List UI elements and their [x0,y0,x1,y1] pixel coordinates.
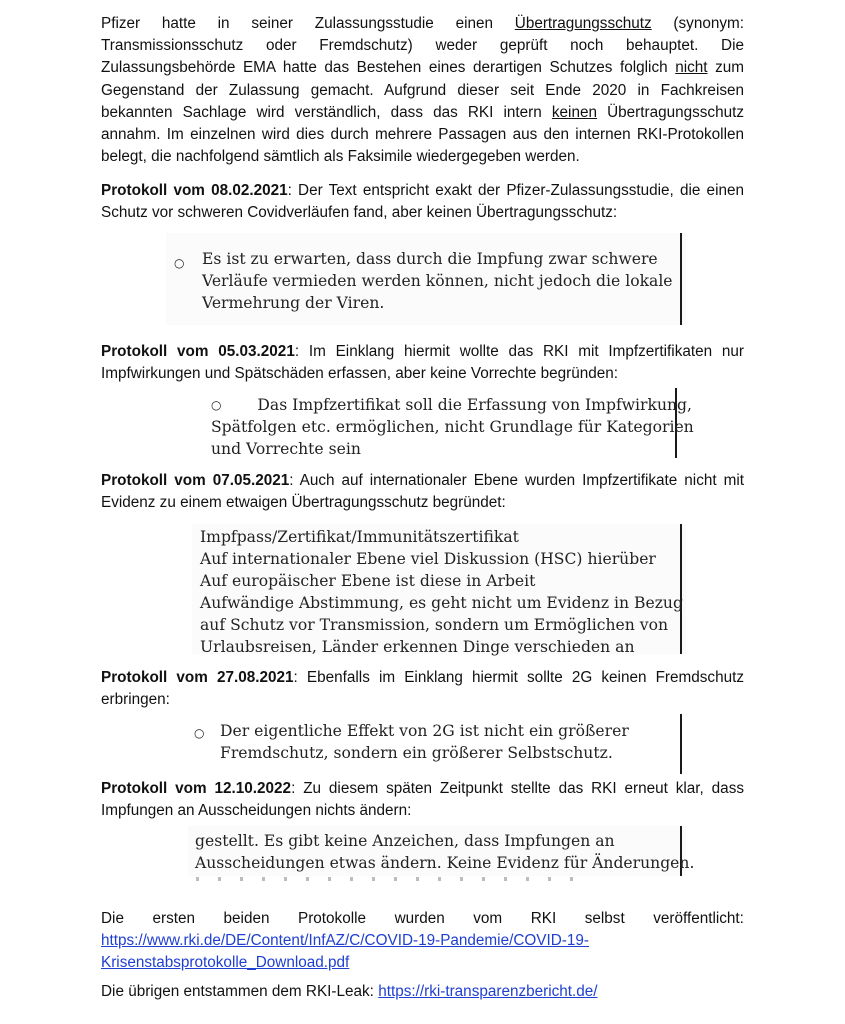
footer-word: selbst [584,910,625,927]
faksimile-line: Ausscheidungen etwas ändern. Keine Evidenz für Änderungen. [195,854,695,872]
rki-protocols-link-line-2[interactable]: Krisenstabsprotokolle_Download.pdf [101,954,350,972]
faksimile-1 [166,233,686,325]
faksimile-line: Es ist zu erwarten, dass durch die Impfung zwar schwere [202,250,658,268]
protocol-text-2: : Im Einklang hiermit wollte das RKI mit Impfzertifikaten nur Impfwirkungen und Spätschäden erfassen, aber keine Vorrechte begründen: [101,343,744,383]
faksimile-line: Auf internationaler Ebene viel Diskussion (HSC) hierüber [200,550,656,568]
footer-word: wurden [394,910,445,927]
bullet-icon: ○ [174,256,185,270]
faksimile-4 [186,714,686,774]
faksimile-line: Impfpass/Zertifikat/Immunitätszertifikat [200,528,519,546]
faksimile-line: Aufwändige Abstimmung, es geht nicht um Evidenz in Bezug [200,594,683,612]
intro-text-2: (synonym: Transmissionsschutz oder Fremdschutz) weder geprüft noch behauptet. Die Zulassungsbehörde EMA hatte das Bestehen eines derartigen Schutzes folglich [101,15,744,77]
bullet-icon: ○ [194,726,205,740]
faksimile-line: Urlaubsreisen, Länder erkennen Dinge verschieden an [200,638,635,656]
faksimile-line: Fremdschutz, sondern ein größerer Selbstschutz. [220,744,613,762]
protocol-text-4: : Ebenfalls im Einklang hiermit sollte 2G keinen Fremdschutz erbringen: [101,669,744,709]
footer-sources [101,908,744,1003]
intro-text-1: Pfizer hatte in seiner Zulassungsstudie einen [101,15,515,32]
faksimile-2 [203,388,694,458]
footer-word: Protokolle [298,910,367,927]
faksimile-5 [188,826,695,876]
protocol-text-3: : Auch auf internationaler Ebene wurden Impfzertifikate nicht mit Evidenz zu einem etwaigen Übertragungsschutz begründet: [101,472,744,512]
footer-word: RKI [530,910,557,927]
faksimile-line: Auf europäischer Ebene ist diese in Arbeit [200,572,536,590]
faksimile-line: gestellt. Es gibt keine Anzeichen, dass Impfungen an [195,832,615,850]
protocol-heading-3: Protokoll vom 07.05.2021 [101,472,290,489]
faksimile-3 [192,524,686,654]
footer-first-line [101,908,744,930]
protocol-heading-5: Protokoll vom 12.10.2022 [101,780,292,797]
protocol-text-5: : Zu diesem späten Zeitpunkt stellte das RKI erneut klar, dass Impfungen an Ausscheidungen nichts ändern: [101,780,744,820]
protocol-paragraph-5 [101,778,744,822]
footer-word: beiden [223,910,270,927]
faksimile-line: Der eigentliche Effekt von 2G ist nicht ein größerer [220,722,629,740]
rki-leak-link[interactable]: https://rki-transparenzbericht.de/ [378,982,598,1000]
faksimile-line: Das Impfzertifikat soll die Erfassung von Impfwirkung, [257,396,692,414]
faksimile-rule-1 [680,233,682,325]
faksimile-line: Spätfolgen etc. ermöglichen, nicht Grundlage für Kategorien [211,418,694,436]
faksimile-line: Vermehrung der Viren. [202,294,385,312]
intro-underlined-keinen: keinen [551,103,597,121]
footer-word: vom [473,910,503,927]
faksimile-line: auf Schutz vor Transmission, sondern um Ermöglichen von [200,616,669,634]
rki-protocols-link-line-1[interactable]: https://www.rki.de/DE/Content/InfAZ/C/COVID-19-Pandemie/COVID-19- [101,932,589,950]
protocol-heading-2: Protokoll vom 05.03.2021 [101,343,295,360]
faksimile-line: und Vorrechte sein [211,440,361,458]
intro-underlined-uebertragungsschutz: Übertragungsschutz [514,15,652,32]
faksimile-cut-edge [196,877,576,881]
protocol-paragraph-2 [101,341,744,385]
intro-underlined-nicht: nicht [675,59,708,77]
footer-word: veröffentlicht: [653,910,744,927]
faksimile-line: Verläufe vermieden werden können, nicht jedoch die lokale [202,272,673,290]
intro-text-3: zum Gegenstand der Zulassung gemacht. Aufgrund dieser seit Ende 2020 in Fachkreisen bekannten Sachlage wird verständlich, dass das RKI intern [101,59,744,121]
bullet-icon: ○ [211,398,222,412]
protocol-heading-4: Protokoll vom 27.08.2021 [101,669,294,686]
footer-word: ersten [152,910,195,927]
protocol-text-1: : Der Text entspricht exakt der Pfizer-Zulassungsstudie, die einen Schutz vor schweren Covidverläufen fand, aber keinen Übertragungsschutz: [101,182,744,222]
protocol-paragraph-1 [101,180,744,224]
faksimile-rule-4 [680,714,682,774]
intro-text-4: Übertragungsschutz annahm. Im einzelnen wird dies durch mehrere Passagen aus den internen RKI-Protokollen belegt, die nachfolgend sämtlich als Faksimile wiedergegeben werden. [101,103,744,166]
footer-word: Die [101,910,124,927]
protocol-paragraph-3 [101,470,744,514]
protocol-paragraph-4 [101,667,744,711]
intro-paragraph [101,13,744,168]
protocol-heading-1: Protokoll vom 08.02.2021 [101,182,288,199]
footer-leak-text: Die übrigen entstammen dem RKI-Leak: [101,982,379,1000]
